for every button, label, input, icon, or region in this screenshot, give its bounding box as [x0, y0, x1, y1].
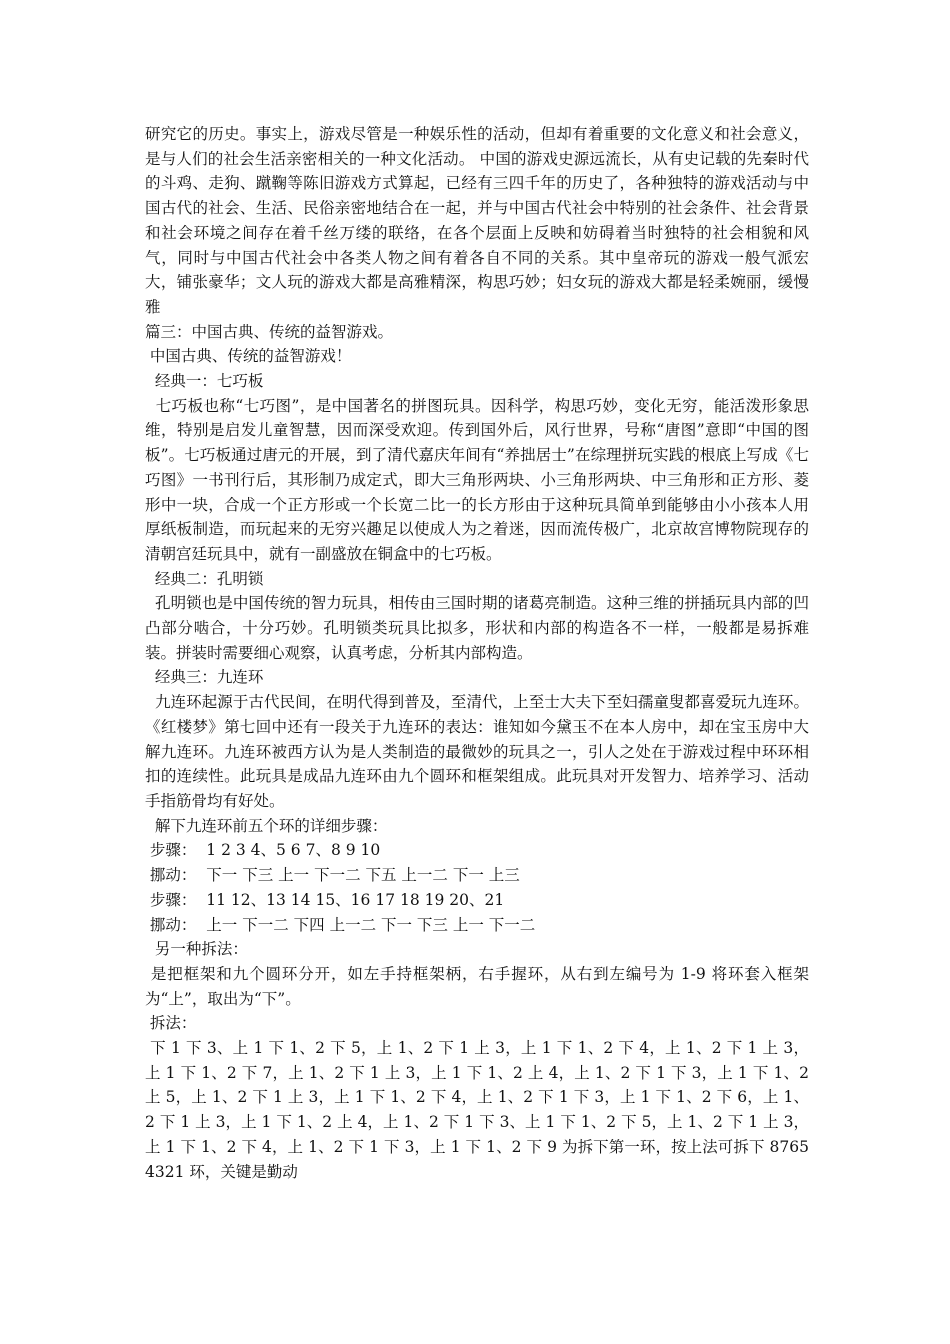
alt-method-heading: 另一种拆法： [145, 940, 248, 959]
classic-1-paragraph: 七巧板也称“七巧图”，是中国著名的拼图玩具。因科学，构思巧妙，变化无穷，能活泼形象思维，特别是启发儿童智慧，因而深受欢迎。传到国外后，风行世界，号称“唐图”意即“中国的图板”。七巧板通过唐元的开展，到了清代嘉庆年间有“养拙居士”在综理拼玩实践的根底上写成《七巧图》一书刊行后，其形制乃成定式，即大三角形两块、小三角形两块、中三角形和正方形、菱形中一块，合成一个正方形或一个长宽二比一的长方形由于这种玩具简单到能够由小小孩本人用厚纸板制造，而玩起来的无穷兴趣足以使成人为之着迷，因而流传极广，北京故宫博物院现存的清朝宫廷玩具中，就有一副盛放在铜盒中的七巧板。 [145, 396, 810, 563]
document-page [145, 122, 814, 1184]
move-line-2: 挪动： 上一 下一二 下四 上一二 下一 下三 上一 下一二 [145, 915, 536, 934]
alt-method-paragraph: 是把框架和九个圆环分开，如左手持框架柄，右手握环，从右到左编号为 1-9 将环套入框架为“上”，取出为“下”。 [145, 964, 809, 1008]
move-line-1: 挪动： 下一 下三 上一 下一二 下五 上一二 下一 上三 [145, 866, 520, 885]
classic-1-heading: 经典一：七巧板 [145, 372, 264, 391]
method-paragraph: 下 1 下 3、上 1 下 1、2 下 5，上 1、2 下 1 上 3，上 1 下 1、2 下 4，上 1、2 下 1 上 3，上 1 下 1、2 下 7，上 1、2 下 1 上 3，上 1 下 1、2 上 4，上 1、2 下 1 下 3，上 1 下 1、2 上 5，上 1、2 下 1 上 3，上 1 下 1、2 下 4，上 1、2 下 1 下 3，上 1 下 1、2 下 6，上 1、2 下 1 上 3，上 1 下 1、2 上 4，上 1、2 下 1 下 3、上 1 下 1、2 下 5，上 1、2 下 1 上 3，上 1 下 1、2 下 4，上 1、2 下 1 下 3，上 1 下 1、2 下 9 为拆下第一环，按上法可拆下 87654321 环，关键是勤动 [145, 1039, 814, 1181]
step-line-2: 步骤： 11 12、13 14 15、16 17 18 19 20、21 [145, 890, 505, 909]
step-line-1: 步骤： 1 2 3 4、5 6 7、8 9 10 [145, 841, 381, 860]
section-title: 篇三：中国古典、传统的益智游戏。 [145, 322, 394, 341]
steps-intro: 解下九连环前五个环的详细步骤： [145, 816, 388, 835]
classic-3-paragraph: 九连环起源于古代民间，在明代得到普及，至清代，上至士大夫下至妇孺童叟都喜爱玩九连环。《红楼梦》第七回中还有一段关于九连环的表达：谁知如今黛玉不在本人房中，却在宝玉房中大解九连环。九连环被西方认为是人类制造的最微妙的玩具之一，引人之处在于游戏过程中环环相扣的连续性。此玩具是成品九连环由九个圆环和框架组成。此玩具对开发智力、培养学习、活动手指筋骨均有好处。 [145, 693, 809, 810]
classic-2-paragraph: 孔明锁也是中国传统的智力玩具，相传由三国时期的诸葛亮制造。这种三维的拼插玩具内部的凹凸部分啮合，十分巧妙。孔明锁类玩具比拟多，形状和内部的构造各不一样，一般都是易拆难装。拼装时需要细心观察，认真考虑，分析其内部构造。 [145, 594, 809, 662]
classic-3-heading: 经典三：九连环 [145, 668, 264, 687]
intro-paragraph: 研究它的历史。事实上，游戏尽管是一种娱乐性的活动，但却有着重要的文化意义和社会意义，是与人们的社会生活亲密相关的一种文化活动。 中国的游戏史源远流长，从有史记载的先秦时代的斗鸡、走狗、蹴鞠等陈旧游戏方式算起，已经有三四千年的历史了，各种独特的游戏活动与中国古代的社会、生活、民俗亲密地结合在一起，并与中国古代社会中特别的社会条件、社会背景和社会环境之间存在着千丝万缕的联络，在各个层面上反映和妨碍着当时独特的社会相貌和风气，同时与中国古代社会中各类人物之间有着各自不同的关系。其中皇帝玩的游戏一般气派宏大，铺张豪华；文人玩的游戏大都是高雅精深，构思巧妙；妇女玩的游戏大都是轻柔婉丽，缓慢雅 [145, 125, 809, 316]
method-label: 拆法： [145, 1014, 197, 1033]
subtitle: 中国古典、传统的益智游戏！ [145, 347, 352, 366]
classic-2-heading: 经典二：孔明锁 [145, 569, 264, 588]
